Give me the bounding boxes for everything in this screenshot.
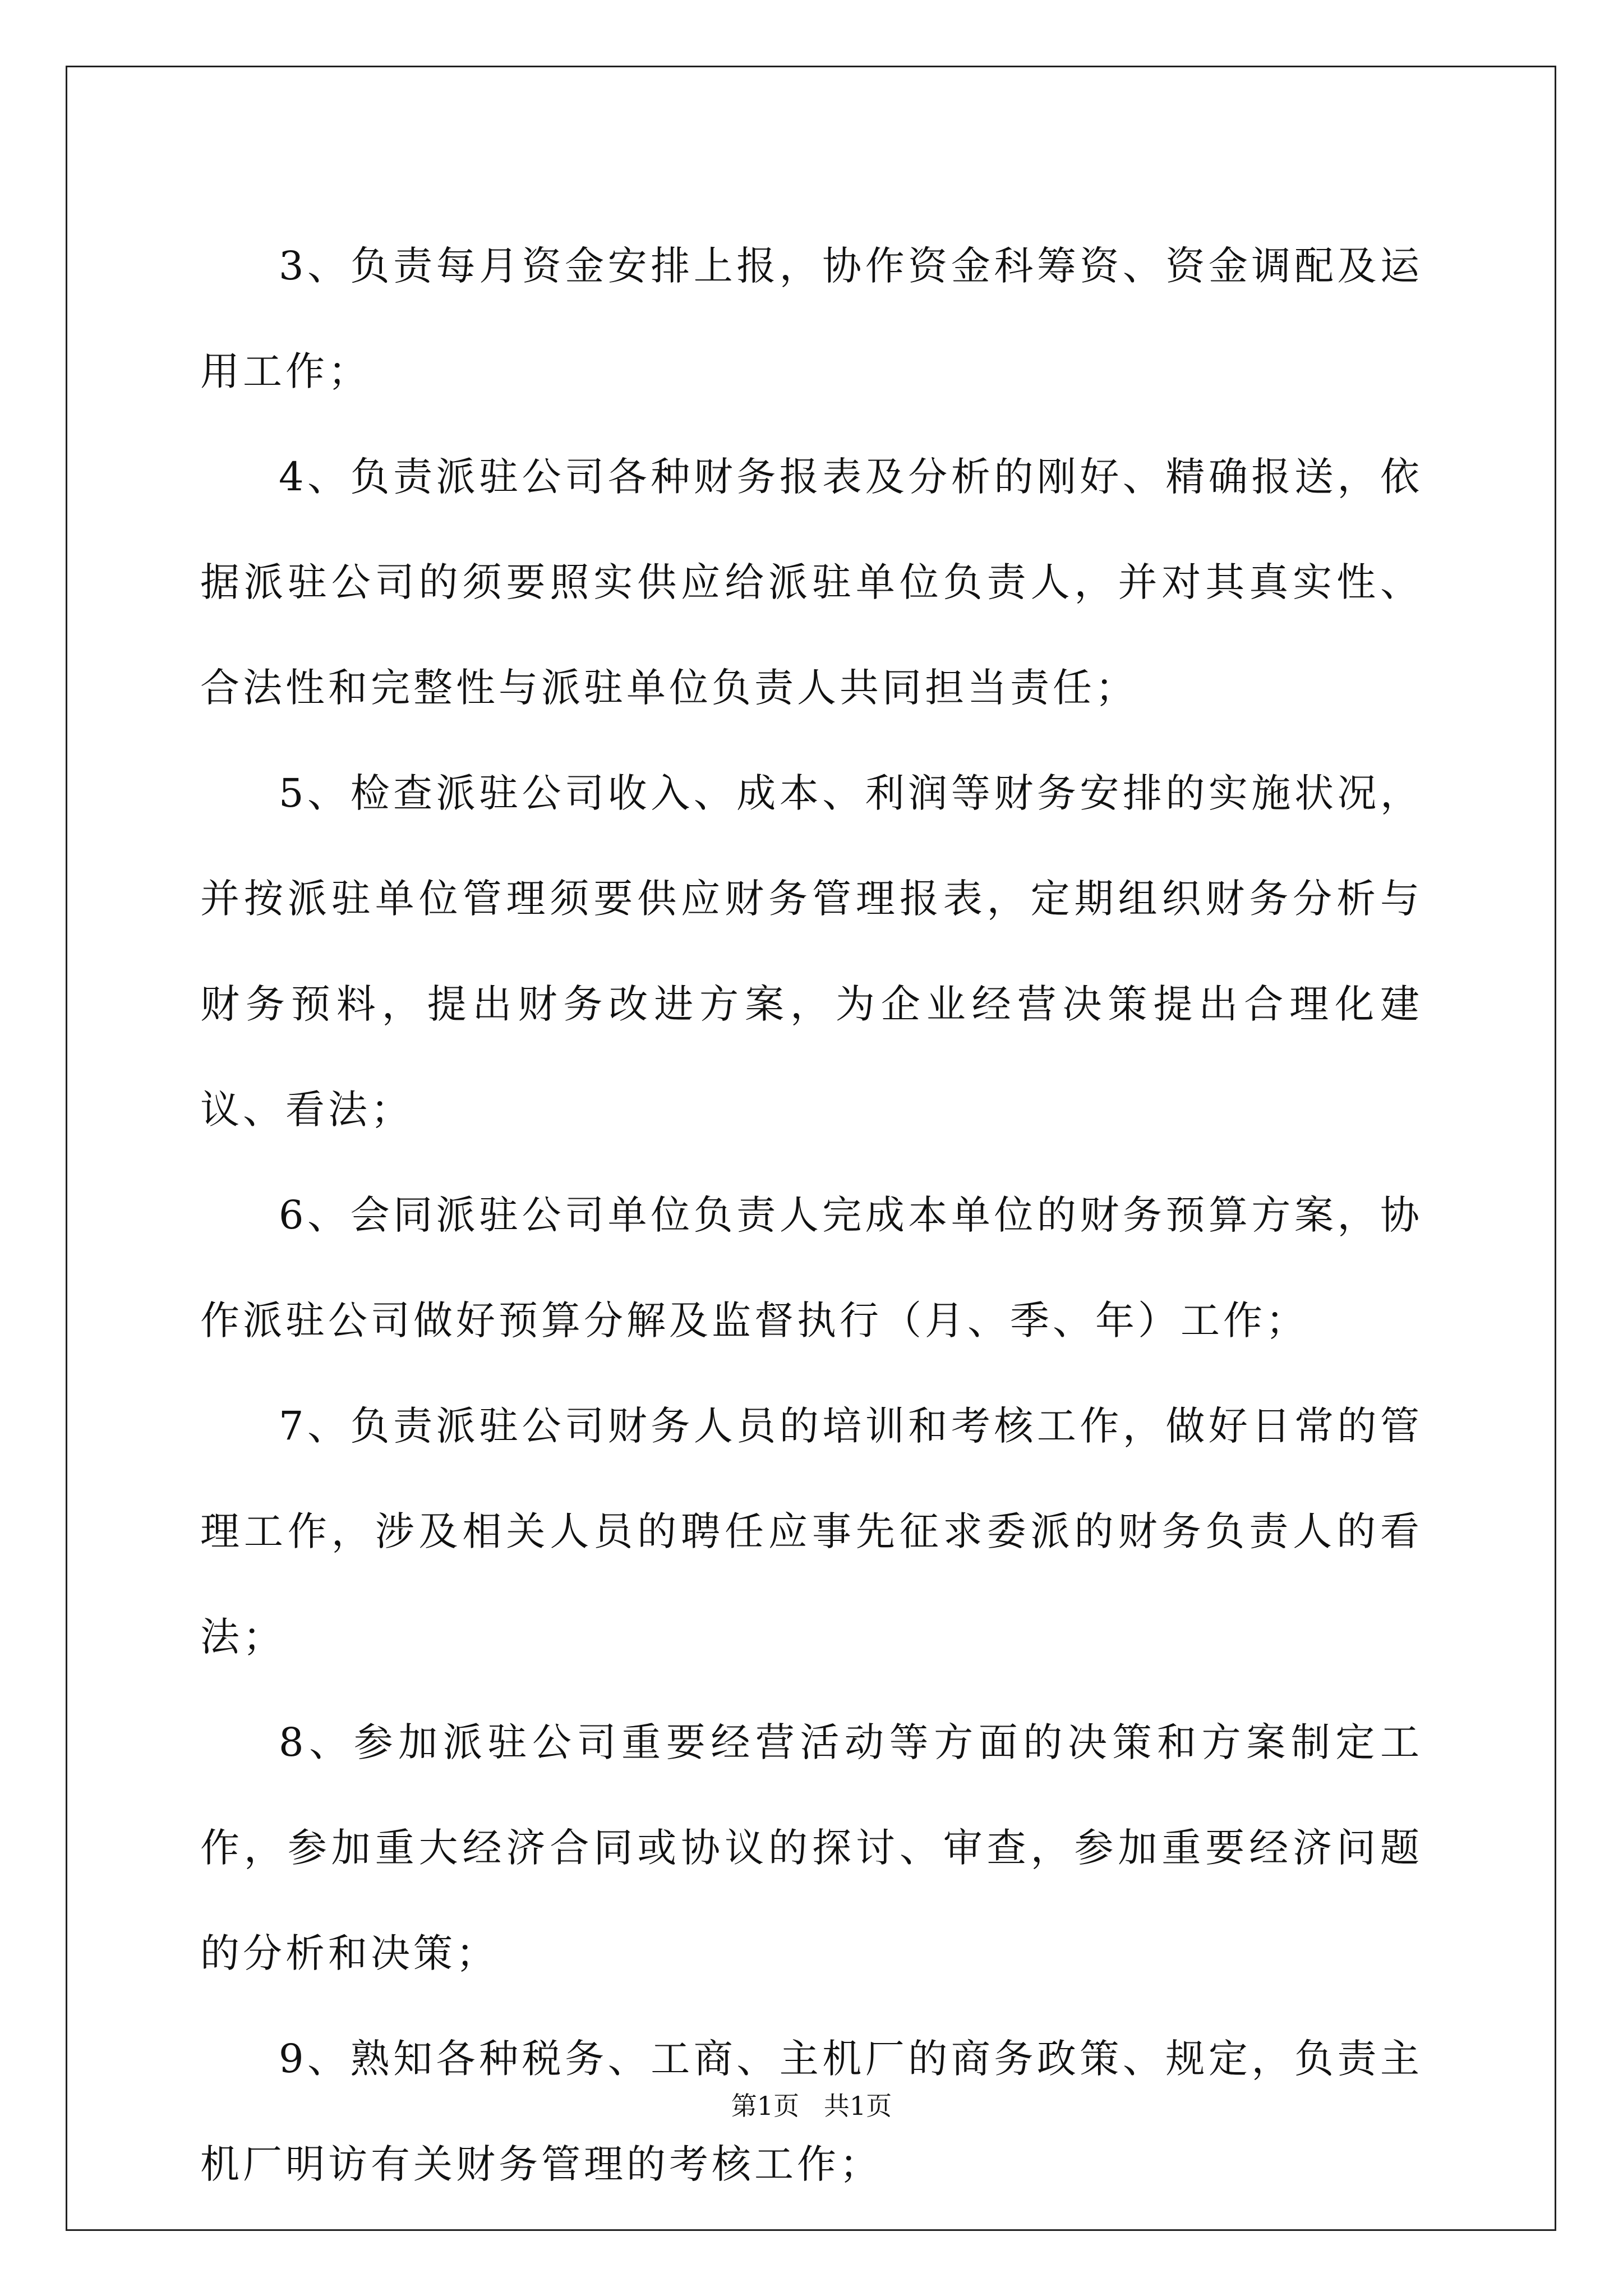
paragraph-item-8: 8、参加派驻公司重要经营活动等方面的决策和方案制定工作，参加重大经济合同或协议的探讨、审查，参加重要经济问题的分析和决策； bbox=[200, 1719, 1423, 1976]
document-body bbox=[200, 213, 1423, 2217]
paragraph-item-5: 5、检查派驻公司收入、成本、利润等财务安排的实施状况，并按派驻单位管理须要供应财务管理报表，定期组织财务分析与财务预料，提出财务改进方案，为企业经营决策提出合理化建议、看法； bbox=[200, 770, 1423, 1133]
paragraph-item-7: 7、负责派驻公司财务人员的培训和考核工作，做好日常的管理工作，涉及相关人员的聘任应事先征求委派的财务负责人的看法； bbox=[200, 1403, 1423, 1660]
paragraph-item-3: 3、负责每月资金安排上报，协作资金科筹资、资金调配及运用工作； bbox=[200, 243, 1423, 394]
paragraph-item-9: 9、熟知各种税务、工商、主机厂的商务政策、规定，负责主机厂明访有关财务管理的考核工作； bbox=[200, 2036, 1423, 2187]
paragraph-item-6: 6、会同派驻公司单位负责人完成本单位的财务预算方案，协作派驻公司做好预算分解及监督执行（月、季、年）工作； bbox=[200, 1192, 1423, 1343]
page-footer: 第1页 共1页 bbox=[731, 2091, 892, 2121]
paragraph-item-4: 4、负责派驻公司各种财务报表及分析的刚好、精确报送，依据派驻公司的须要照实供应给派驻单位负责人，并对其真实性、合法性和完整性与派驻单位负责人共同担当责任； bbox=[200, 454, 1423, 711]
